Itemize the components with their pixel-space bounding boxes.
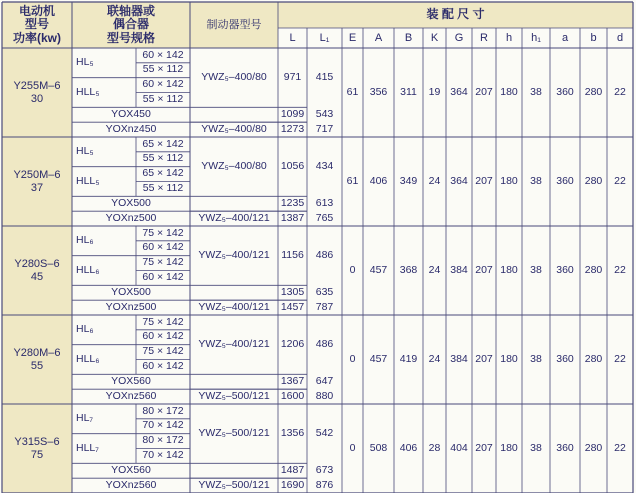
dim-a: 356 [369,85,388,98]
dim-d: 22 [614,85,626,98]
brake-model [190,463,278,478]
coupling-spec: 55 × 112 [142,63,184,76]
dim-l: 1600 [280,389,305,402]
dim-k: 19 [428,85,441,98]
dim-g: 384 [450,263,468,276]
dim-l1: 635 [315,285,334,298]
dim-e: 0 [349,263,356,276]
dim-l1: 876 [315,478,334,491]
coupler-model: YOXnz560 [105,478,157,491]
coupling-spec: 75 × 142 [142,345,184,358]
coupling-name: HL₆ [76,323,94,336]
dim-b: 280 [584,441,603,454]
dim-b: 311 [400,85,417,98]
dim-e: 0 [349,352,356,365]
brake-model: YWZ₅–400/80 [201,70,267,83]
dim-d: 22 [614,263,626,276]
brake-model [190,285,278,300]
motor-model: Y250M–6 37 [13,169,61,194]
dim-a: 406 [369,174,388,187]
dim-l: 1690 [280,478,305,491]
dim-b: 280 [584,352,603,365]
dim-l1: 542 [315,426,334,439]
dim-h: 180 [500,441,518,454]
dim-b: 280 [584,263,603,276]
brake-model: YWZ₅–500/121 [198,478,270,491]
coupling-spec: 75 × 142 [142,315,184,328]
dim-a: 360 [556,85,574,98]
dim-h₁: 38 [530,352,542,365]
dim-g: 364 [450,174,468,187]
header-col-10: a [561,31,569,44]
coupler-model: YOX450 [111,107,151,120]
dim-l1: 717 [315,122,334,135]
coupling-spec: 55 × 112 [142,152,184,165]
dim-h₁: 38 [530,441,542,454]
coupling-spec: 55 × 112 [142,93,184,106]
dim-l1: 486 [315,248,334,261]
dim-r: 207 [475,352,493,365]
dim-a: 360 [556,441,574,454]
brake-model [190,374,278,389]
dim-h₁: 38 [530,174,542,187]
coupling-name: HL₇ [76,412,94,425]
dim-g: 384 [450,352,468,365]
dim-h: 180 [500,174,518,187]
motor-model: Y255M–6 30 [13,80,61,105]
header-col-11: b [590,31,597,44]
motor-model: Y280S–6 45 [14,258,60,283]
header-brake: 制动器型号 [206,18,262,31]
dim-l1: 543 [315,107,334,120]
dim-g: 364 [450,85,468,98]
dim-b: 349 [399,174,418,187]
dim-l: 1305 [280,285,305,298]
dim-k: 24 [428,352,441,365]
dim-d: 22 [614,352,626,365]
coupling-spec: 75 × 142 [142,226,184,239]
header-col-4: B [404,31,413,44]
dim-a: 457 [369,352,388,365]
dim-l: 1387 [280,211,305,224]
brake-model: YWZ₅–400/121 [198,248,270,261]
coupling-name: HLL₇ [76,441,99,454]
header-col-9: h₁ [531,31,541,44]
coupling-spec: 60 × 142 [142,78,184,91]
dim-b: 280 [584,85,603,98]
dim-h: 180 [500,85,518,98]
dim-l1: 880 [315,389,334,402]
brake-model: YWZ₅–400/121 [198,211,270,224]
dim-e: 0 [349,441,356,454]
dim-l: 1487 [280,463,305,476]
dim-l1: 415 [315,70,334,83]
brake-model [190,107,278,122]
dim-b: 368 [399,263,418,276]
dim-l1: 765 [315,211,334,224]
coupling-name: HLL₆ [76,352,100,365]
brake-model: YWZ₅–400/121 [198,300,270,313]
dim-l: 1206 [280,337,305,350]
dim-a: 360 [556,174,574,187]
dim-a: 360 [556,352,574,365]
coupling-name: HLL₅ [76,85,100,98]
dim-l1: 434 [315,159,334,172]
coupling-name: HL₆ [76,234,94,247]
dim-k: 28 [428,441,441,454]
dim-l: 1056 [280,159,305,172]
coupling-spec: 60 × 142 [142,241,184,254]
coupler-model: YOXnz500 [105,300,157,313]
header-col-7: R [480,31,488,44]
dim-l: 1156 [281,248,304,261]
header-col-3: A [374,31,383,44]
coupling-spec: 65 × 142 [142,167,184,180]
dim-d: 22 [614,441,626,454]
coupling-spec: 60 × 142 [142,271,184,284]
dim-b: 406 [399,441,418,454]
dim-l: 1367 [280,374,305,387]
brake-model: YWZ₅–400/80 [201,122,267,135]
dim-a: 360 [556,263,574,276]
dim-l: 1099 [280,107,305,120]
dim-e: 61 [346,174,359,187]
header-col-5: K [430,31,439,44]
dim-b: 280 [584,174,603,187]
dim-a: 457 [369,263,388,276]
coupler-model: YOXnz500 [105,211,157,224]
brake-model [190,196,278,211]
dim-g: 404 [450,441,468,454]
dim-l: 1235 [280,196,305,209]
coupling-spec: 70 × 142 [142,449,184,462]
coupler-model: YOX560 [111,463,151,476]
coupling-spec: 80 × 172 [142,434,184,447]
dim-r: 207 [475,263,493,276]
coupler-model: YOX500 [111,285,151,298]
header-coupling: 联轴器或 偶合器 型号规格 [106,4,155,45]
brake-model: YWZ₅–400/80 [201,159,267,172]
dim-l: 1273 [280,122,305,135]
dim-d: 22 [614,174,626,187]
dim-l1: 486 [315,337,334,350]
dim-r: 207 [475,85,493,98]
header-col-2: E [348,31,357,44]
coupling-spec: 80 × 172 [142,404,184,417]
header-col-6: G [454,31,464,44]
dim-l1: 787 [315,300,334,313]
dim-l: 1356 [280,426,305,439]
dim-k: 24 [428,263,441,276]
coupling-spec: 75 × 142 [142,256,184,269]
dim-b: 419 [399,352,418,365]
coupling-spec: 65 × 142 [142,137,184,150]
dim-l: 1457 [280,300,305,313]
brake-model: YWZ₅–500/121 [198,426,270,439]
coupling-spec: 60 × 142 [142,48,184,61]
coupler-model: YOXnz450 [105,122,157,135]
coupling-name: HL₅ [76,145,94,158]
dim-l1: 673 [315,463,334,476]
dim-l: 971 [283,70,302,83]
coupling-spec: 60 × 142 [142,360,184,373]
dim-r: 207 [475,174,493,187]
coupler-model: YOX560 [111,374,151,387]
brake-model: YWZ₅–500/121 [198,389,270,402]
dim-e: 61 [346,85,359,98]
dim-h₁: 38 [530,85,542,98]
coupler-model: YOX500 [111,196,151,209]
dim-l1: 613 [315,196,334,209]
header-col-1: L₁ [319,31,330,44]
header-assembly: 装 配 尺 寸 [426,7,485,22]
header-motor: 电动机 型号 功率(kw) [12,4,61,45]
coupling-spec: 55 × 112 [142,182,184,195]
header-col-12: d [616,31,624,44]
header-col-8: h [505,31,513,44]
dim-h: 180 [500,352,518,365]
dim-l1: 647 [315,374,334,387]
dim-k: 24 [428,174,441,187]
coupling-spec: 60 × 142 [142,330,184,343]
dim-a: 508 [369,441,388,454]
header-col-0: L [289,31,296,44]
coupling-spec: 70 × 142 [142,419,184,432]
motor-model: Y315S–6 75 [14,436,60,461]
brake-model: YWZ₅–400/121 [198,337,270,350]
dim-h₁: 38 [530,263,542,276]
coupler-model: YOXnz560 [105,389,157,402]
coupling-name: HLL₆ [76,263,100,276]
motor-model: Y280M–6 55 [13,347,61,372]
coupling-name: HL₅ [76,56,94,69]
coupling-name: HLL₅ [76,174,100,187]
dim-r: 207 [475,441,493,454]
dim-h: 180 [500,263,518,276]
